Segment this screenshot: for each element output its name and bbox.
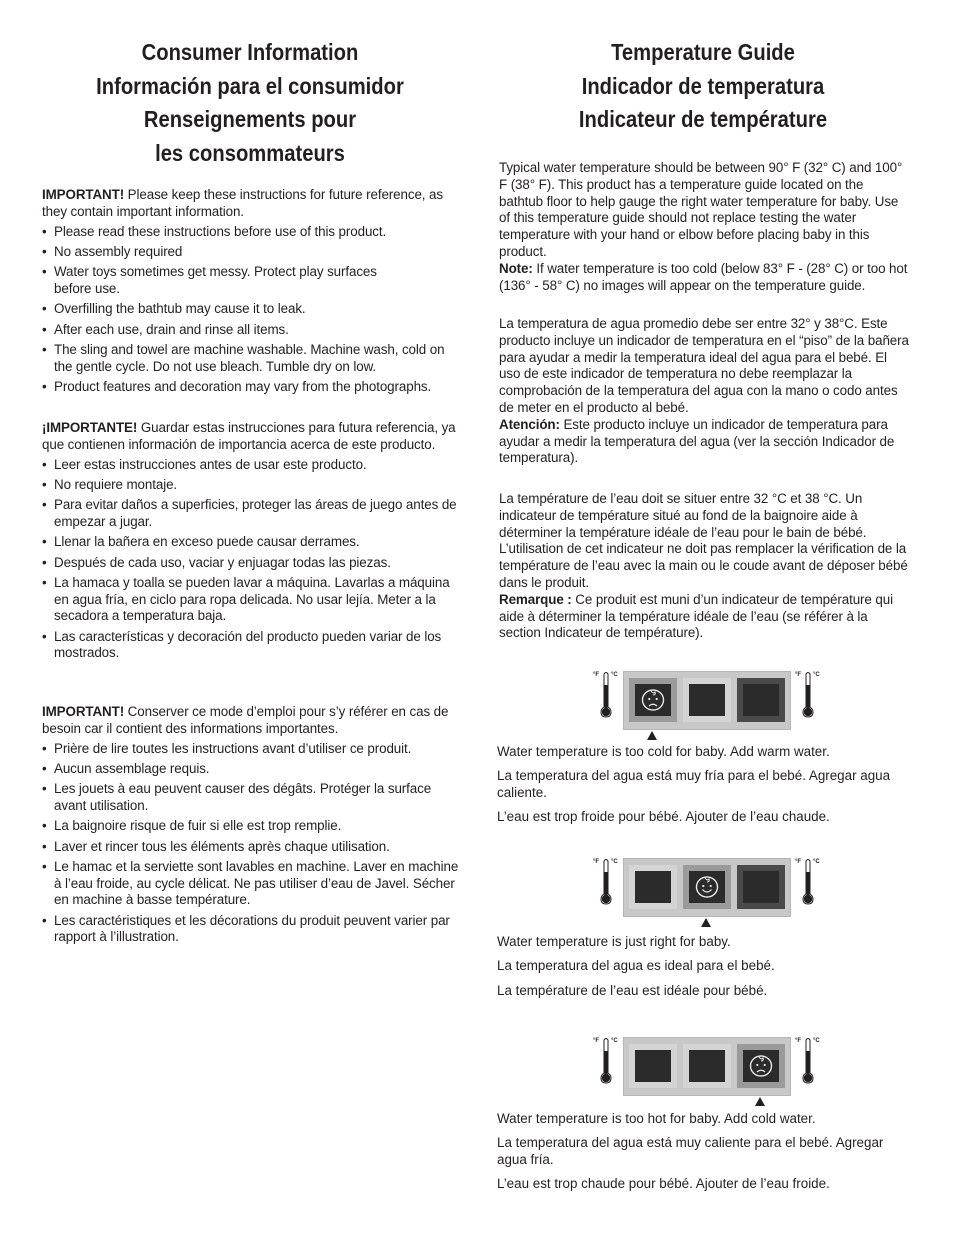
thermometer-icon: [593, 671, 621, 721]
guide-body: La température de l’eau doit se situer entre 32 °C et 38 °C. Un indicateur de température situé au fond de la baignoire aide à déterminer la température idéale de l’eau pour le bain de bébé. L’utilisation de cet indicateur ne doit pas remplacer la vérification de la température de l’eau avec la main ou le coude avant de déposer bébé dans le produit.: [499, 491, 908, 590]
important-notice: [42, 704, 462, 738]
fahrenheit-label: °F: [593, 672, 600, 678]
heading-line: Indicador de temperatura: [581, 72, 825, 99]
temperature-panel: [623, 1037, 791, 1096]
fahrenheit-label: °F: [593, 859, 600, 865]
thermometer-icon: [593, 1037, 621, 1087]
temperature-indicator-square: [737, 678, 785, 722]
celsius-label: °C: [813, 1038, 820, 1044]
temperature-gauge-hot: [593, 1037, 823, 1109]
celsius-label: °C: [611, 672, 618, 678]
important-label: IMPORTANT!: [42, 187, 125, 202]
heading-line: Indicateur de température: [578, 106, 828, 132]
fahrenheit-label: °F: [593, 1038, 600, 1044]
important-text: Conserver ce mode d’emploi pour s’y référer en cas de besoin car il contient des informations importantes.: [42, 704, 449, 736]
list-item: • After each use, drain and rinse all items.: [42, 322, 462, 339]
list-item: • The sling and towel are machine washable. Machine wash, cold on the gentle cycle. Do not use bleach. Tumble dry on low.: [42, 342, 462, 376]
list-item: • La baignoire risque de fuir si elle est trop remplie.: [42, 818, 462, 835]
list-item: • Las características y decoración del producto pueden variar de los mostrados.: [42, 629, 462, 663]
indicator-window: [635, 684, 671, 716]
caption-french: L’eau est trop froide pour bébé. Ajouter de l’eau chaude.: [497, 809, 830, 825]
temperature-gauge-cold: [593, 671, 823, 743]
consumer-info-english: [42, 187, 462, 396]
list-item: • Para evitar daños a superficies, proteger las áreas de juego antes de empezar a jugar.: [42, 497, 462, 531]
important-notice: [42, 420, 462, 454]
important-label: IMPORTANT!: [42, 704, 125, 719]
temperature-guide-spanish: [499, 316, 909, 467]
consumer-info-spanish: [42, 420, 462, 662]
french-list: [42, 741, 462, 946]
list-item: • Water toys sometimes get messy. Protect play surfaces before use.: [42, 264, 462, 298]
list-item: • La hamaca y toalla se pueden lavar a máquina. Lavarlas a máquina en agua fría, en ciclo para ropa delicada. No usar lejía. Meter a la secadora a temperatura baja.: [42, 575, 462, 625]
temperature-indicator-square: [683, 865, 731, 909]
sad-baby-face-icon: [640, 688, 666, 712]
heading-line: Temperature Guide: [611, 39, 795, 65]
list-item: • Please read these instructions before use of this product.: [42, 224, 462, 241]
indicator-window: [689, 871, 725, 903]
guide-note: [499, 261, 909, 295]
consumer-info-french: [42, 704, 462, 946]
caption-french: La température de l’eau est idéale pour bébé.: [497, 982, 768, 998]
celsius-label: °C: [611, 1038, 618, 1044]
english-list: [42, 224, 462, 396]
temperature-indicator-square: [683, 678, 731, 722]
temperature-guide-english: [499, 160, 909, 294]
thermometer-icon: [795, 858, 823, 908]
indicator-window: [743, 1050, 779, 1082]
guide-body: Typical water temperature should be between 90° F (32° C) and 100° F (38° F). This product has a temperature guide located on the bathtub floor to help gauge the right water temperature for baby. Use of this temperature guide should not replace testing the water temperature with your hand or elbow before placing baby in this product.: [499, 160, 903, 259]
celsius-label: °C: [813, 859, 820, 865]
heading-line: Información para el consumidor: [96, 72, 404, 99]
guide-note: [499, 592, 909, 642]
important-notice: [42, 187, 462, 221]
indicator-window: [635, 871, 671, 903]
guide-note: [499, 417, 909, 467]
list-item: • Laver et rincer tous les éléments après chaque utilisation.: [42, 839, 462, 856]
list-item: • Overfilling the bathtub may cause it to leak.: [42, 301, 462, 318]
indicator-arrow-icon: [755, 1097, 765, 1106]
indicator-window: [689, 1050, 725, 1082]
important-text: Please keep these instructions for future reference, as they contain important information.: [42, 187, 443, 219]
note-label: Atención:: [499, 416, 560, 432]
indicator-arrow-icon: [701, 918, 711, 927]
temperature-panel: [623, 858, 791, 917]
celsius-label: °C: [611, 859, 618, 865]
fahrenheit-label: °F: [795, 1038, 802, 1044]
gauge-captions-cold: [497, 744, 909, 834]
list-item: • Después de cada uso, vaciar y enjuagar todas las piezas.: [42, 555, 462, 572]
important-label: ¡IMPORTANTE!: [42, 420, 138, 435]
caption-spanish: La temperatura del agua está muy fría para el bebé. Agregar agua caliente.: [497, 768, 891, 800]
caption-spanish: La temperatura del agua está muy caliente para el bebé. Agregar agua fría.: [497, 1135, 884, 1167]
temperature-gauge-right: [593, 858, 823, 930]
spanish-list: [42, 457, 462, 662]
temperature-indicator-square: [737, 1044, 785, 1088]
note-text: Este producto incluye un indicador de temperatura para ayudar a medir la temperatura del agua (ver la sección Indicador de temperatura).: [499, 416, 895, 466]
guide-body: La temperatura de agua promedio debe ser entre 32° y 38°C. Este producto incluye un indicador de temperatura en el “piso” de la bañera para ayudar a medir la temperatura ideal del agua para el bebé. El uso de este indicador de temperatura no debe reemplazar la comprobación de la temperatura del agua con la mano o codo antes de meter en el producto al bebé.: [499, 316, 909, 415]
indicator-window: [689, 684, 725, 716]
list-item: • Les caractéristiques et les décorations du produit peuvent varier par rapport à l’illustration.: [42, 913, 462, 947]
temperature-guide-heading: [526, 36, 880, 137]
sad-baby-face-icon: [748, 1054, 774, 1078]
heading-line: Renseignements pour: [143, 106, 357, 132]
list-item: • Llenar la bañera en exceso puede causar derrames.: [42, 534, 462, 551]
gauge-captions-right: [497, 934, 909, 1007]
fahrenheit-label: °F: [795, 859, 802, 865]
celsius-label: °C: [813, 672, 820, 678]
note-label: Note:: [499, 260, 533, 276]
list-item: • Prière de lire toutes les instructions avant d’utiliser ce produit.: [42, 741, 462, 758]
temperature-indicator-square: [737, 865, 785, 909]
list-item: • No requiere montaje.: [42, 477, 462, 494]
indicator-arrow-icon: [647, 731, 657, 740]
indicator-window: [743, 684, 779, 716]
fahrenheit-label: °F: [795, 672, 802, 678]
list-item: • No assembly required: [42, 244, 462, 261]
caption-english: Water temperature is too cold for baby. Add warm water.: [497, 744, 830, 759]
list-item: • Product features and decoration may vary from the photographs.: [42, 379, 462, 396]
temperature-indicator-square: [629, 678, 677, 722]
list-item: • Les jouets à eau peuvent causer des dégâts. Protéger la surface avant utilisation.: [42, 781, 462, 815]
thermometer-icon: [795, 1037, 823, 1087]
temperature-indicator-square: [629, 1044, 677, 1088]
caption-french: L’eau est trop chaude pour bébé. Ajouter de l’eau froide.: [497, 1176, 830, 1192]
temperature-guide-french: [499, 491, 909, 642]
heading-line: Consumer Information: [141, 39, 359, 65]
consumer-information-heading: [69, 36, 430, 170]
temperature-indicator-square: [629, 865, 677, 909]
thermometer-icon: [593, 858, 621, 908]
temperature-panel: [623, 671, 791, 730]
indicator-window: [743, 871, 779, 903]
caption-english: Water temperature is too hot for baby. Add cold water.: [497, 1111, 816, 1126]
list-item: • Aucun assemblage requis.: [42, 761, 462, 778]
caption-spanish: La temperatura del agua es ideal para el bebé.: [497, 958, 775, 974]
gauge-captions-hot: [497, 1111, 909, 1201]
temperature-indicator-square: [683, 1044, 731, 1088]
note-label: Remarque :: [499, 591, 572, 607]
list-item: • Le hamac et la serviette sont lavables en machine. Laver en machine à l’eau froide, au cycle délicat. Ne pas utiliser d’eau de Javel. Sécher en machine à basse température.: [42, 859, 462, 909]
heading-line: les consommateurs: [155, 139, 345, 166]
thermometer-icon: [795, 671, 823, 721]
indicator-window: [635, 1050, 671, 1082]
list-item: • Leer estas instrucciones antes de usar este producto.: [42, 457, 462, 474]
note-text: If water temperature is too cold (below 83° F - (28° C) or too hot (136° - 58° C) no images will appear on the temperature guide.: [499, 260, 908, 293]
happy-baby-face-icon: [694, 875, 720, 899]
caption-english: Water temperature is just right for baby.: [497, 934, 731, 949]
note-text: Ce produit est muni d’un indicateur de température qui aide à déterminer la température idéale de l’eau (se référer à la section Indicateur de température).: [499, 591, 893, 641]
important-text: Guardar estas instrucciones para futura referencia, ya que contienen información de importancia acerca de este producto.: [42, 420, 456, 452]
